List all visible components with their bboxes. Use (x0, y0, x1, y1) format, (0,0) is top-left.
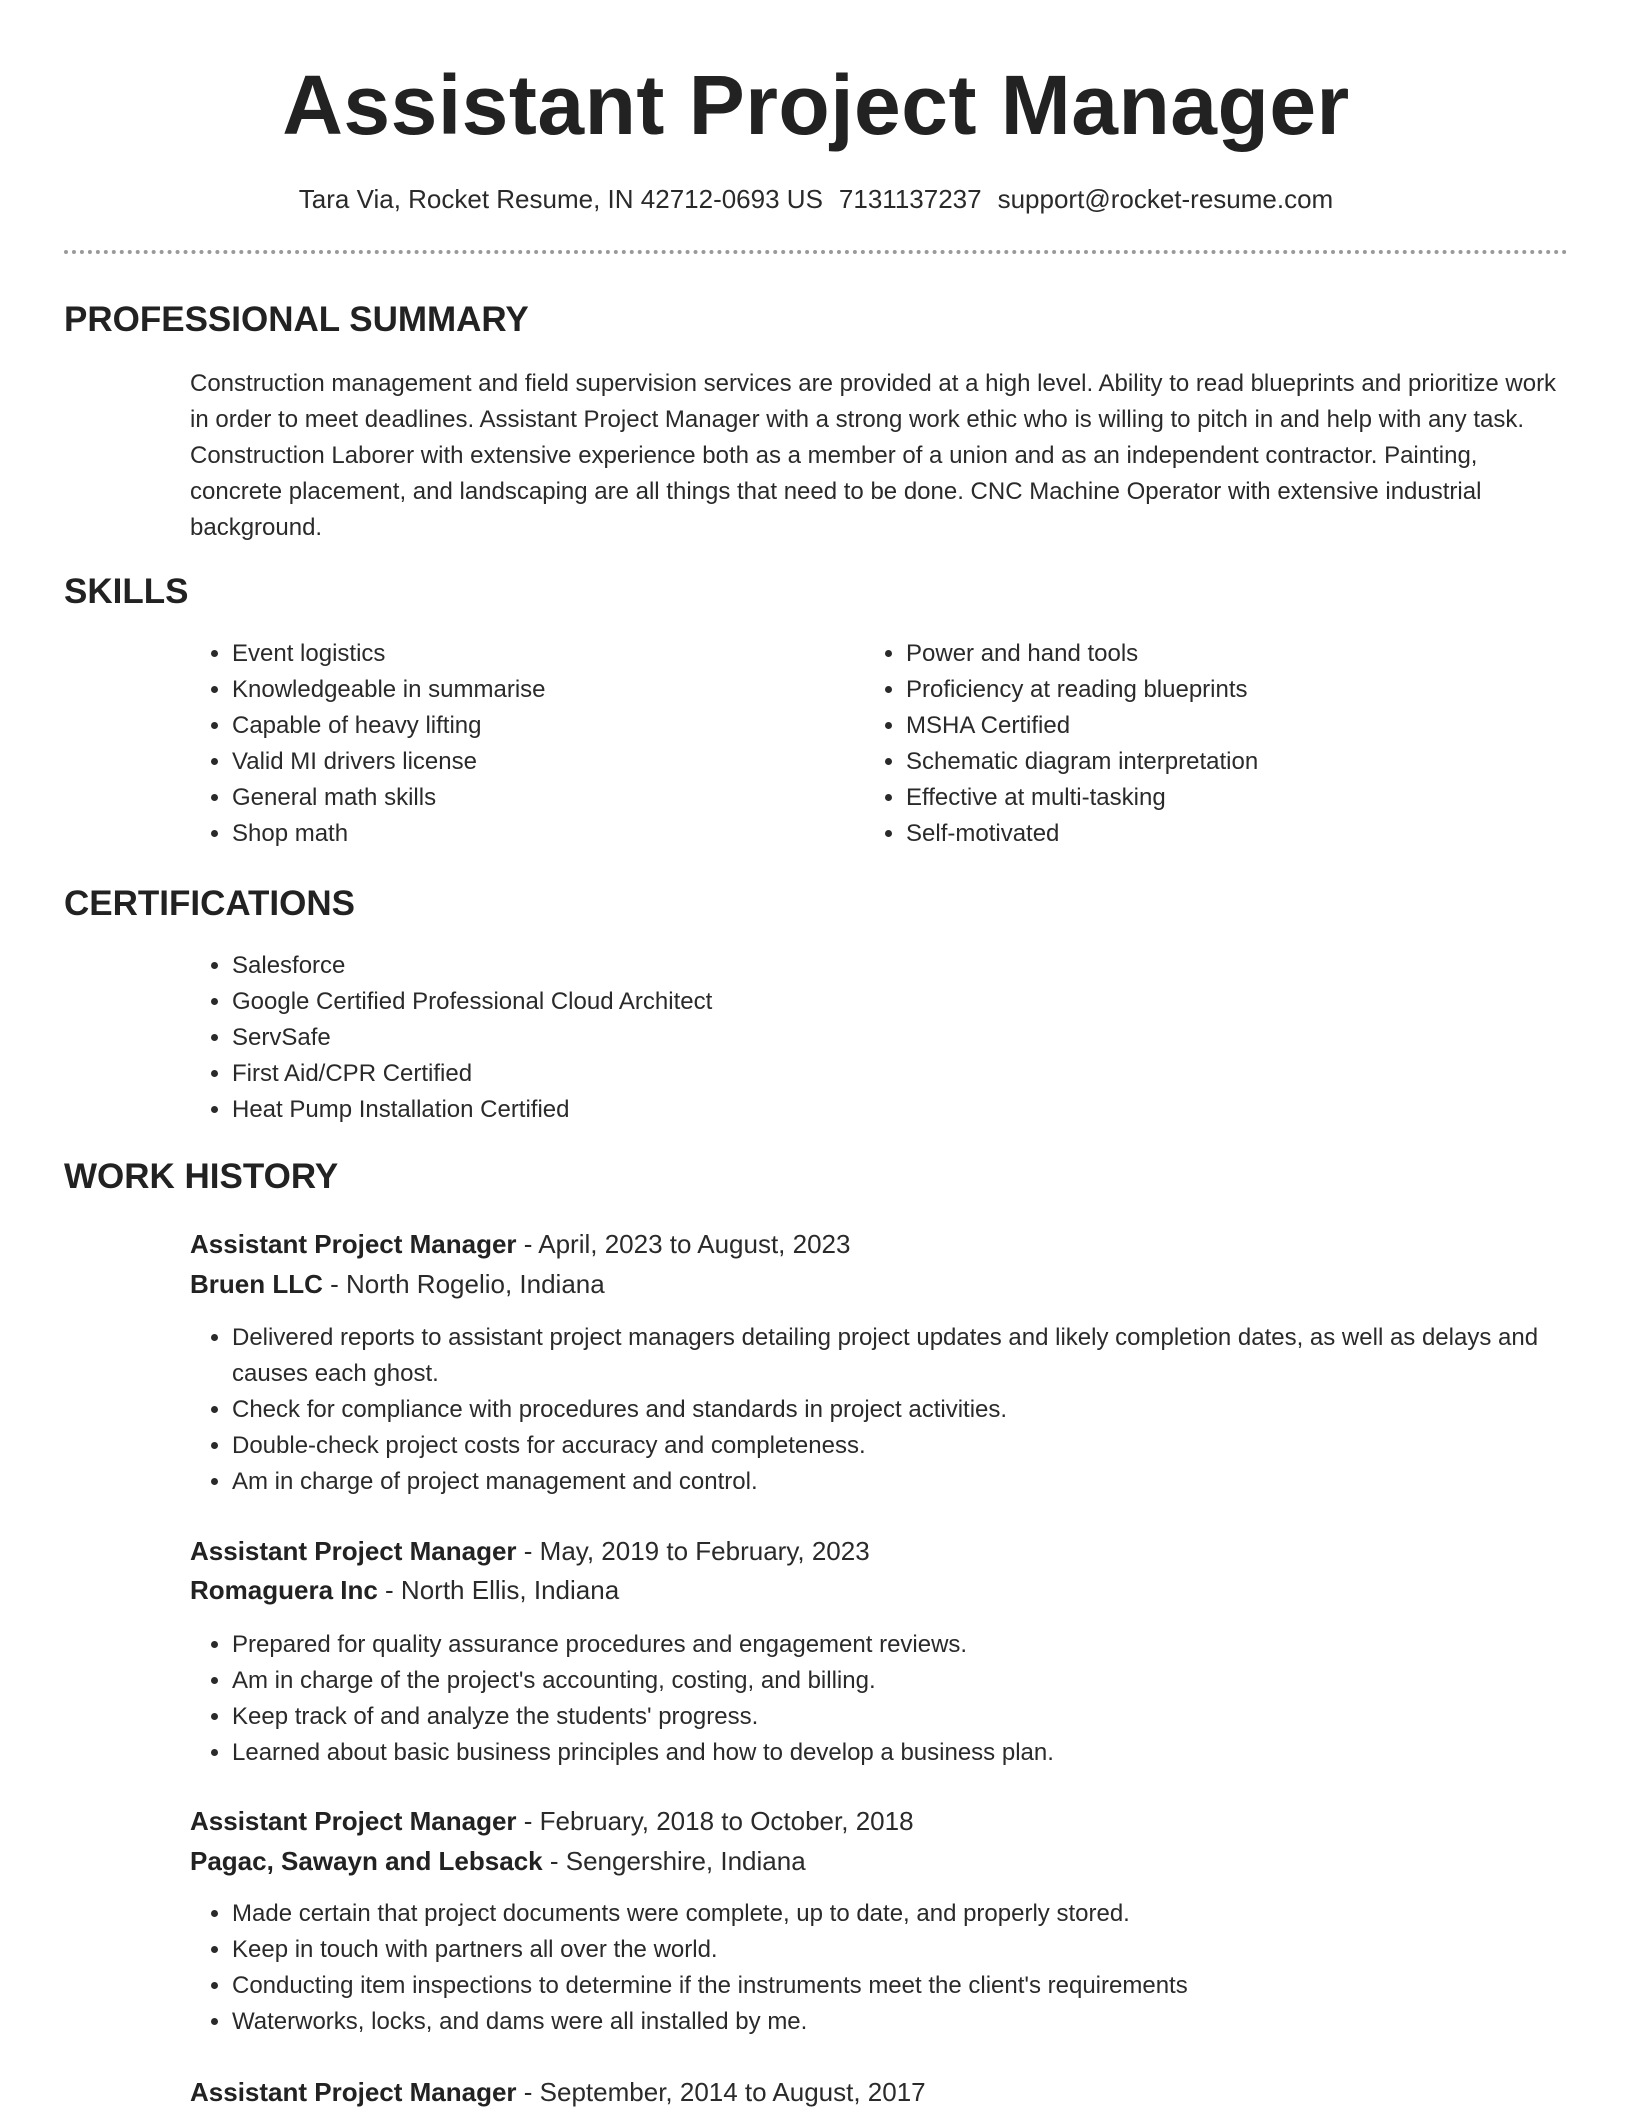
job-bullet: • Keep track of and analyze the students' progress. (232, 1699, 1604, 1735)
skill-item: • Power and hand tools (906, 636, 1566, 672)
job-title-line (190, 1226, 850, 1262)
job-dates: - April, 2023 to August, 2023 (516, 1229, 851, 1259)
skills-heading: SKILLS (64, 572, 189, 611)
skill-item: • MSHA Certified (906, 708, 1566, 744)
skill-item: • Effective at multi-tasking (906, 780, 1566, 816)
job-bullet: • Learned about basic business principles and how to develop a business plan. (232, 1735, 1604, 1771)
job-dates: - February, 2018 to October, 2018 (516, 1806, 914, 1836)
job-title-line (190, 1803, 914, 1839)
header-divider (64, 250, 1568, 254)
job-location: - North Rogelio, Indiana (322, 1269, 605, 1299)
skill-item: • Schematic diagram interpretation (906, 744, 1566, 780)
contact-address: Tara Via, Rocket Resume, IN 42712-0693 US (298, 184, 823, 214)
job-location: - Sengershire, Indiana (542, 1846, 806, 1876)
certifications-list (188, 948, 1232, 1128)
skills-list-right (862, 636, 1566, 852)
job-bullet: • Check for compliance with procedures and standards in project activities. (232, 1392, 1604, 1428)
job-bullet: • Am in charge of the project's accounting, costing, and billing. (232, 1663, 1604, 1699)
skill-item: • Proficiency at reading blueprints (906, 672, 1566, 708)
contact-phone: 7131137237 (838, 184, 982, 214)
job-company: Pagac, Sawayn and Lebsack (190, 1846, 543, 1876)
skill-item: • Shop math (232, 816, 832, 852)
summary-heading: PROFESSIONAL SUMMARY (64, 300, 529, 339)
job-title-line (190, 1533, 870, 1569)
job-bullets (188, 1896, 1604, 2040)
job-company-line (190, 1266, 605, 1302)
skill-item: • Event logistics (232, 636, 832, 672)
job-bullet: • Keep in touch with partners all over the world. (232, 1932, 1604, 1968)
job-company: Bruen LLC (190, 1269, 323, 1299)
skill-item: • Capable of heavy lifting (232, 708, 832, 744)
work-history-heading: WORK HISTORY (64, 1157, 339, 1196)
job-title-line (190, 2074, 926, 2110)
job-bullets (188, 1627, 1604, 1771)
resume-title: Assistant Project Manager (282, 58, 1350, 152)
skill-item: • Self-motivated (906, 816, 1566, 852)
job-bullet: • Am in charge of project management and control. (232, 1464, 1604, 1500)
skills-list-left (188, 636, 832, 852)
job-company-line (190, 1572, 619, 1608)
certification-item: • Salesforce (232, 948, 1232, 984)
job-bullet: • Conducting item inspections to determine if the instruments meet the client's requirements (232, 1968, 1604, 2004)
job-company: Romaguera Inc (190, 1575, 378, 1605)
certification-item: • ServSafe (232, 1020, 1232, 1056)
certification-item: • Heat Pump Installation Certified (232, 1092, 1232, 1128)
job-dates: - September, 2014 to August, 2017 (516, 2077, 926, 2107)
job-title: Assistant Project Manager (190, 1536, 517, 1566)
job-bullets (188, 1320, 1604, 1500)
job-location: - North Ellis, Indiana (377, 1575, 620, 1605)
job-bullet: • Waterworks, locks, and dams were all installed by me. (232, 2004, 1604, 2040)
contact-email: support@rocket-resume.com (997, 184, 1334, 214)
job-bullet: • Delivered reports to assistant project managers detailing project updates and likely completion dates, as well as delays and causes each ghost. (232, 1320, 1604, 1392)
job-dates: - May, 2019 to February, 2023 (516, 1536, 870, 1566)
summary-text: Construction management and field supervision services are provided at a high level. Ability to read blueprints and prioritize work in order to meet deadlines. Assistant Project Manager with a strong work ethic who is willing to pitch in and help with any task. Construction Laborer with extensive experience both as a member of a union and as an independent contractor. Painting, concrete placement, and landscaping are all things that need to be done. CNC Machine Operator with extensive industrial background. (190, 370, 1557, 541)
certifications-heading: CERTIFICATIONS (64, 884, 356, 923)
certification-item: • First Aid/CPR Certified (232, 1056, 1232, 1092)
job-title: Assistant Project Manager (190, 1806, 517, 1836)
skill-item: • General math skills (232, 780, 832, 816)
job-bullet: • Double-check project costs for accuracy and completeness. (232, 1428, 1604, 1464)
job-company-line (190, 1843, 806, 1879)
job-bullet: • Made certain that project documents were complete, up to date, and properly stored. (232, 1896, 1604, 1932)
certification-item: • Google Certified Professional Cloud Architect (232, 984, 1232, 1020)
job-title: Assistant Project Manager (190, 2077, 517, 2107)
job-bullet: • Prepared for quality assurance procedures and engagement reviews. (232, 1627, 1604, 1663)
skill-item: • Valid MI drivers license (232, 744, 832, 780)
skill-item: • Knowledgeable in summarise (232, 672, 832, 708)
contact-line (0, 182, 1632, 216)
job-title: Assistant Project Manager (190, 1229, 517, 1259)
